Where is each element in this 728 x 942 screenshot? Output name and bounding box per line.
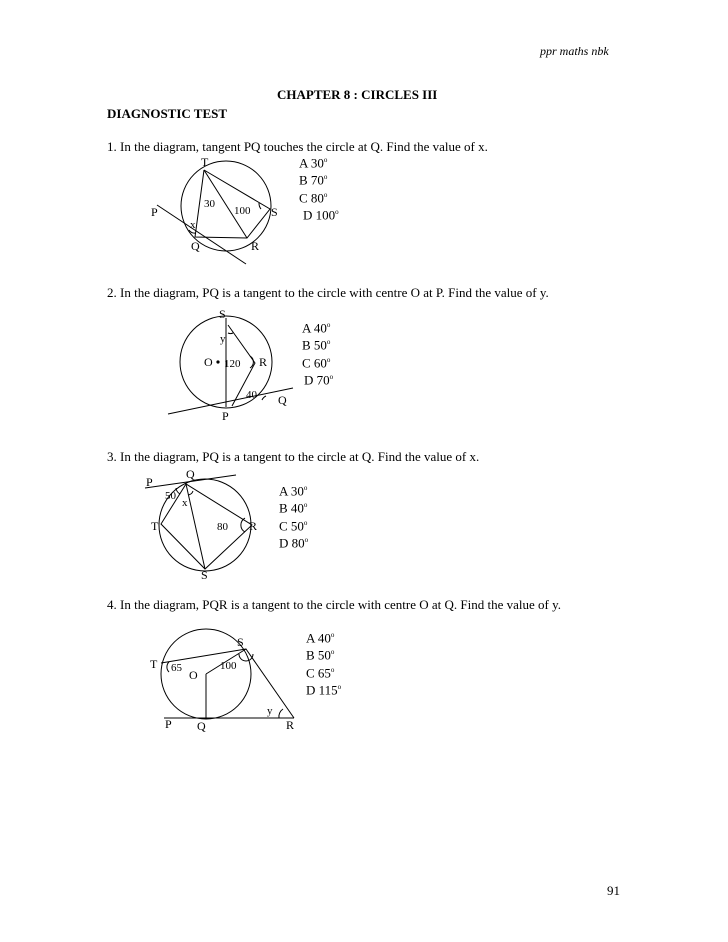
q2-angle-120: 120 — [224, 358, 241, 370]
q3-angle-50: 50 — [165, 490, 176, 502]
option-b: B 40$^o$ — [279, 500, 308, 516]
q2-angle-40: 40 — [246, 389, 257, 401]
section-title: DIAGNOSTIC TEST — [107, 106, 228, 121]
q3-label-x: x — [182, 497, 188, 509]
question-2-text: 2. In the diagram, PQ is a tangent to the circle with centre O at P. Find the value of y. — [107, 285, 549, 300]
q1-tangent — [157, 205, 246, 264]
q1-label-p: P — [151, 205, 158, 219]
q2-label-p: P — [222, 409, 229, 423]
option-b: B 50$^o$ — [306, 647, 335, 663]
q4-label-o: O — [189, 668, 198, 682]
q2-label-s: S — [219, 307, 226, 321]
q1-label-x: x — [190, 219, 196, 231]
q4-label-y: y — [267, 705, 273, 717]
q3-label-r: R — [249, 519, 258, 533]
q1-angle-100: 100 — [234, 205, 251, 217]
q4-100-arc — [239, 654, 253, 661]
q2-40-arc — [262, 396, 266, 400]
option-c: C 65$^o$ — [306, 664, 335, 680]
question-4-text: 4. In the diagram, PQR is a tangent to the circle with centre O at Q. Find the value of y. — [107, 597, 562, 612]
q4-y-arc — [279, 709, 283, 718]
q4-65-arc — [167, 662, 169, 672]
option-d: D 100$^o$ — [303, 207, 339, 223]
question-3-text: 3. In the diagram, PQ is a tangent to the circle at Q. Find the value of x. — [107, 449, 480, 464]
q4-label-p: P — [165, 717, 172, 731]
q3-chord-qs — [186, 484, 205, 569]
q1-label-t: T — [201, 155, 209, 169]
q1-label-s: S — [271, 205, 278, 219]
q3-x-arc — [188, 491, 193, 495]
q1-angle-30: 30 — [204, 198, 215, 210]
q4-angle-100: 100 — [220, 660, 237, 672]
q3-label-t: T — [151, 519, 159, 533]
option-a: A 40$^o$ — [302, 320, 331, 336]
q3-50-arc — [176, 488, 180, 494]
option-c: C 50$^o$ — [279, 517, 308, 533]
q4-label-q: Q — [197, 719, 206, 733]
option-b: B 70$^o$ — [299, 172, 328, 188]
q2-label-r: R — [259, 355, 268, 369]
option-c: C 60$^o$ — [302, 354, 331, 370]
q4-label-s: S — [237, 635, 244, 649]
q3-diagram — [145, 475, 252, 571]
q2-label-q: Q — [278, 393, 287, 407]
option-d: D 70$^o$ — [304, 372, 334, 388]
q3-label-q: Q — [186, 467, 195, 481]
option-d: D 115$^o$ — [306, 682, 342, 698]
q2-centre-dot — [216, 360, 219, 363]
option-c: C 80$^o$ — [299, 189, 328, 205]
option-a: A 40$^o$ — [306, 630, 335, 646]
page-header: ppr maths nbk — [540, 44, 609, 58]
q4-diagram — [161, 629, 294, 719]
option-a: A 30$^o$ — [299, 155, 328, 171]
option-d: D 80$^o$ — [279, 535, 309, 551]
q4-label-t: T — [150, 657, 158, 671]
question-1-text: 1. In the diagram, tangent PQ touches the circle at Q. Find the value of x. — [107, 139, 488, 154]
q3-angle-80: 80 — [217, 521, 228, 533]
q2-label-y: y — [220, 333, 226, 345]
q2-y-arc — [228, 333, 233, 334]
chapter-title: CHAPTER 8 : CIRCLES III — [277, 87, 438, 102]
q1-label-r: R — [251, 239, 260, 253]
q3-label-s: S — [201, 568, 208, 582]
q1-label-q: Q — [191, 239, 200, 253]
page-number: 91 — [607, 883, 620, 898]
q4-angle-65: 65 — [171, 662, 182, 674]
q4-label-r: R — [286, 718, 295, 732]
option-b: B 50$^o$ — [302, 337, 331, 353]
option-a: A 30$^o$ — [279, 483, 308, 499]
q3-label-p: P — [146, 475, 153, 489]
q2-label-o: O — [204, 355, 213, 369]
q2-tangent — [168, 388, 293, 414]
